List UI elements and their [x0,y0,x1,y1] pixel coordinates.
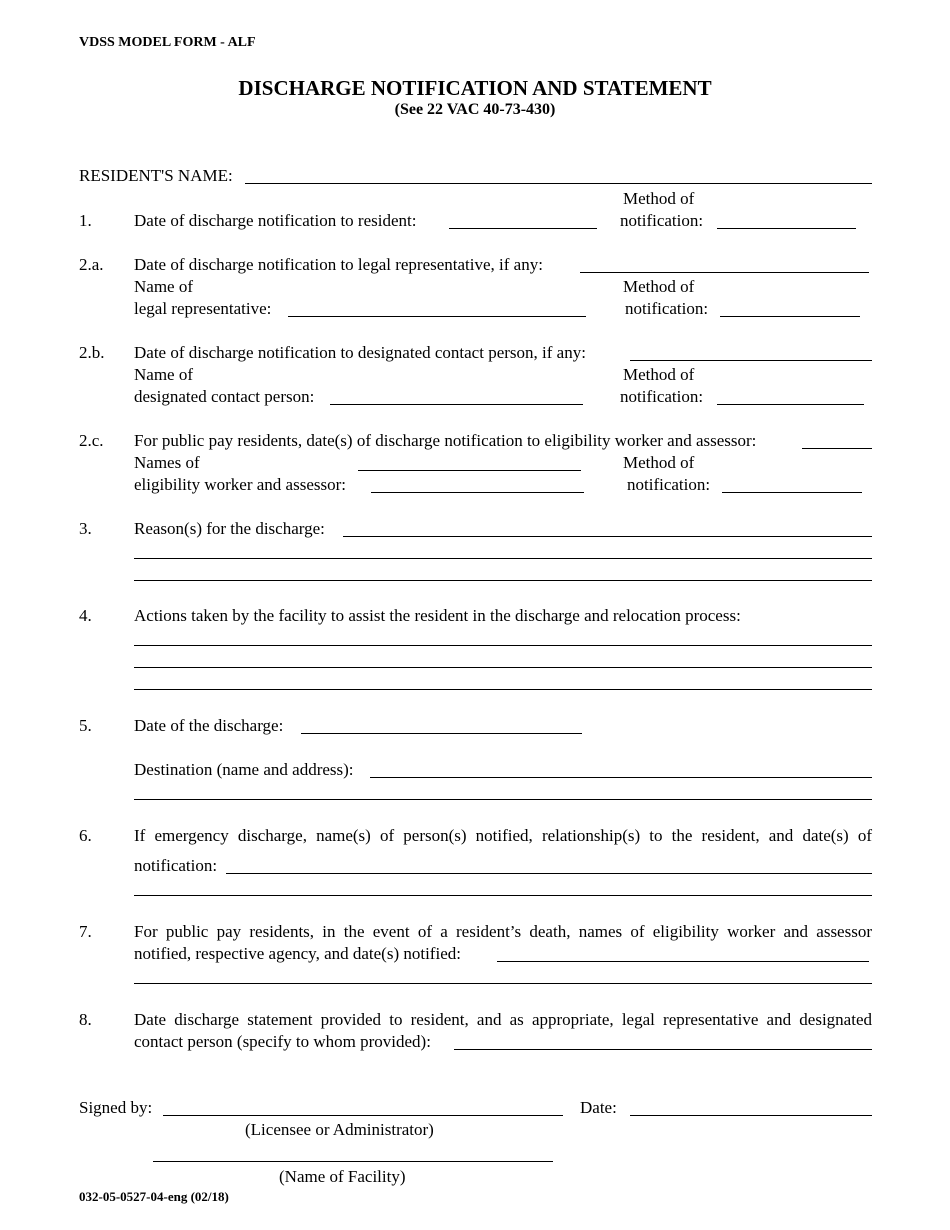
actions-field-1[interactable] [134,645,872,646]
signed-by-label: Signed by: [79,1098,153,1117]
item-number-7: 7. [79,922,92,941]
item-number-2b: 2.b. [79,343,105,362]
residents-name-field[interactable] [245,183,872,184]
item-7-text: For public pay residents, in the event of a resident’s death, names of eligibility worker and assessor [134,922,872,941]
eligibility-names-field-2[interactable] [371,492,584,493]
item-8-text2: contact person (specify to whom provided): [134,1032,431,1051]
item-number-6: 6. [79,826,92,845]
eligibility-method-field[interactable] [722,492,862,493]
notification-label-2b: notification: [620,387,704,406]
signature-field[interactable] [163,1115,563,1116]
item-2a-name-label: legal representative: [134,299,272,318]
destination-field-2[interactable] [134,799,872,800]
item-3-text: Reason(s) for the discharge: [134,519,325,538]
legal-rep-notification-date-field[interactable] [580,272,869,273]
method-of-label-2b: Method of [623,365,695,384]
emergency-notification-field-1[interactable] [226,873,872,874]
legal-rep-method-field[interactable] [720,316,860,317]
legal-rep-name-field[interactable] [288,316,586,317]
item-1-text: Date of discharge notification to resident: [134,211,417,230]
contact-notification-date-field[interactable] [630,360,872,361]
eligibility-notification-date-field[interactable] [802,448,872,449]
item-2c-name-label: eligibility worker and assessor: [134,475,346,494]
page-subtitle: (See 22 VAC 40-73-430) [394,101,556,118]
death-notification-field-2[interactable] [134,983,872,984]
item-7-text2: notified, respective agency, and date(s) notified: [134,944,461,963]
discharge-reason-field-3[interactable] [134,580,872,581]
facility-name-field[interactable] [153,1161,553,1162]
notification-label-1: notification: [620,211,704,230]
statement-provided-field[interactable] [454,1049,872,1050]
residents-name-label: RESIDENT'S NAME: [79,166,233,185]
footer-form-code: 032-05-0527-04-eng (02/18) [79,1189,229,1204]
discharge-date-field[interactable] [301,733,582,734]
item-2a-name-of: Name of [134,277,194,296]
item-2b-name-label: designated contact person: [134,387,315,406]
item-2a-text: Date of discharge notification to legal representative, if any: [134,255,543,274]
method-of-label-1: Method of [623,189,695,208]
emergency-notification-field-2[interactable] [134,895,872,896]
item-number-1: 1. [79,211,92,230]
facility-caption: (Name of Facility) [279,1167,406,1186]
eligibility-names-field-1[interactable] [358,470,581,471]
method-of-label-2a: Method of [623,277,695,296]
method-of-label-2c: Method of [623,453,695,472]
item-6-text2: notification: [134,856,218,875]
item-2b-name-of: Name of [134,365,194,384]
item-number-3: 3. [79,519,92,538]
item-number-4: 4. [79,606,92,625]
item-8-text: Date discharge statement provided to resident, and as appropriate, legal representative and designated [134,1010,872,1029]
death-notification-field-1[interactable] [497,961,869,962]
contact-method-field[interactable] [717,404,864,405]
licensee-caption: (Licensee or Administrator) [245,1120,434,1139]
signature-date-field[interactable] [630,1115,872,1116]
resident-notification-date-field[interactable] [449,228,597,229]
item-number-8: 8. [79,1010,92,1029]
item-5-text: Date of the discharge: [134,716,284,735]
destination-field-1[interactable] [370,777,872,778]
page-title: DISCHARGE NOTIFICATION AND STATEMENT [238,76,712,100]
item-4-text: Actions taken by the facility to assist the resident in the discharge and relocation process: [134,606,741,625]
item-2c-text: For public pay residents, date(s) of discharge notification to eligibility worker and assessor: [134,431,757,450]
contact-person-name-field[interactable] [330,404,583,405]
item-number-2a: 2.a. [79,255,104,274]
resident-notification-method-field[interactable] [717,228,856,229]
date-label: Date: [580,1098,617,1117]
item-2c-name-of: Names of [134,453,200,472]
notification-label-2a: notification: [625,299,709,318]
actions-field-3[interactable] [134,689,872,690]
item-6-text: If emergency discharge, name(s) of person(s) notified, relationship(s) to the resident, and date(s) of [134,826,872,845]
item-2b-text: Date of discharge notification to designated contact person, if any: [134,343,586,362]
destination-label: Destination (name and address): [134,760,354,779]
item-number-5: 5. [79,716,92,735]
notification-label-2c: notification: [627,475,711,494]
discharge-reason-field-1[interactable] [343,536,872,537]
discharge-reason-field-2[interactable] [134,558,872,559]
actions-field-2[interactable] [134,667,872,668]
item-number-2c: 2.c. [79,431,104,450]
form-id: VDSS MODEL FORM - ALF [79,35,256,50]
